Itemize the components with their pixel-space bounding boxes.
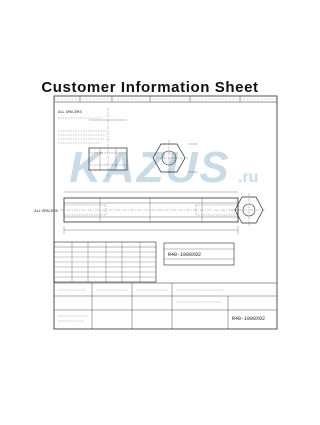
kazus-watermark [69, 143, 258, 192]
top-notes [58, 110, 108, 143]
part-number-box [164, 243, 234, 265]
dimension-table [54, 242, 156, 282]
title-block [54, 283, 277, 329]
view-label-top: ALL SPACERS [58, 110, 82, 114]
sheet-title: Customer Information Sheet [41, 79, 259, 96]
header-strip [54, 96, 277, 102]
bottom-part-number: R40-1000X02 [232, 316, 266, 322]
watermark-logo: KAZUS [69, 143, 231, 192]
part-number-text: R40-1000X02 [168, 252, 202, 258]
long-spacer-side-view [34, 192, 242, 234]
watermark-domain: .ru [238, 169, 259, 186]
view-label-bottom: ALL SPACERS [34, 209, 58, 213]
